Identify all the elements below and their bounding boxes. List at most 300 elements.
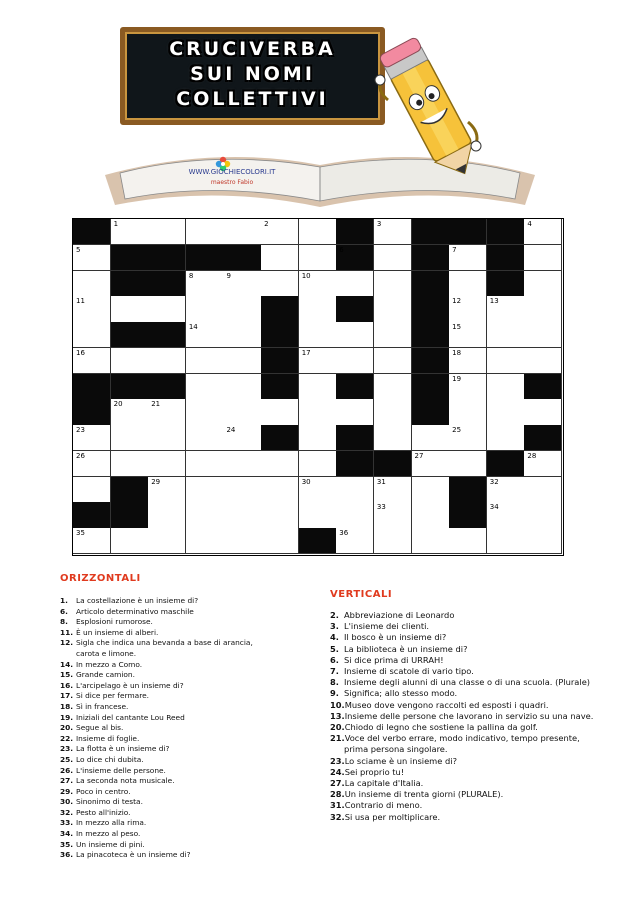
clue-item <box>60 628 320 639</box>
grid-cell[interactable] <box>299 374 337 400</box>
clue-number: 20. <box>330 722 345 733</box>
clue-text: Esplosioni rumorose. <box>76 617 153 627</box>
grid-cell[interactable] <box>73 425 111 451</box>
grid-cell[interactable] <box>261 271 299 297</box>
clue-text: In mezzo alla rima. <box>76 818 147 828</box>
grid-cell[interactable] <box>487 502 525 528</box>
clue-item <box>330 800 630 811</box>
black-cell <box>336 245 374 271</box>
grid-cell[interactable] <box>186 451 224 477</box>
clue-text: carota e limone. <box>76 648 137 658</box>
grid-cell[interactable] <box>111 528 149 554</box>
grid-cell[interactable] <box>487 348 525 374</box>
grid-cell[interactable] <box>412 425 450 451</box>
grid-cell[interactable] <box>487 528 525 554</box>
grid-cell[interactable] <box>73 245 111 271</box>
clue-number: 33. <box>60 818 74 828</box>
clue-item <box>60 691 320 702</box>
clue-number: 8. <box>60 617 68 627</box>
cell-number: 5 <box>76 245 81 254</box>
black-cell <box>261 348 299 374</box>
grid-cell[interactable] <box>73 477 111 503</box>
grid-cell[interactable] <box>374 245 412 271</box>
grid-cell[interactable] <box>374 502 412 528</box>
grid-cell[interactable] <box>336 502 374 528</box>
grid-cell[interactable] <box>374 271 412 297</box>
cell-number: 4 <box>527 220 532 228</box>
grid-cell[interactable] <box>412 451 450 477</box>
black-cell <box>336 425 374 451</box>
clue-text: La flotta è un insieme di? <box>76 744 170 754</box>
grid-cell[interactable] <box>299 245 337 271</box>
cell-number: 36 <box>339 529 349 538</box>
clue-text: È un insieme di alberi. <box>76 627 159 637</box>
grid-cell[interactable] <box>374 399 412 425</box>
grid-cell[interactable] <box>487 374 525 400</box>
black-cell <box>336 296 374 322</box>
cell-number: 21 <box>151 400 161 409</box>
clue-text: Sinonimo di testa. <box>76 797 143 807</box>
clue-number: 27. <box>330 778 345 789</box>
clue-number: 12. <box>60 638 74 648</box>
cell-number: 24 <box>226 426 236 435</box>
grid-cell[interactable] <box>223 322 261 348</box>
grid-cell[interactable] <box>73 348 111 374</box>
cell-number: 32 <box>489 477 499 486</box>
clue-item <box>330 621 630 632</box>
black-cell <box>148 374 186 400</box>
clue-number: 21. <box>330 733 345 744</box>
grid-cell[interactable] <box>148 219 186 245</box>
clue-text: Il bosco è un insieme di? <box>344 632 447 643</box>
clue-item <box>330 711 630 722</box>
grid-cell[interactable] <box>261 477 299 503</box>
grid-cell[interactable] <box>449 451 487 477</box>
grid-cell[interactable] <box>487 425 525 451</box>
black-cell <box>299 528 337 554</box>
grid-cell[interactable] <box>186 502 224 528</box>
grid-cell[interactable] <box>148 425 186 451</box>
clue-item <box>330 778 630 789</box>
grid-cell[interactable] <box>223 271 261 297</box>
black-cell <box>261 322 299 348</box>
clue-text: prima persona singolare. <box>344 744 448 755</box>
grid-cell[interactable] <box>524 528 562 554</box>
grid-cell[interactable] <box>186 296 224 322</box>
cell-number: 14 <box>188 323 198 332</box>
grid-cell[interactable] <box>336 477 374 503</box>
clue-item <box>330 767 630 778</box>
grid-cell[interactable] <box>336 528 374 554</box>
clue-text: Si dice prima di URRAH! <box>344 654 444 665</box>
grid-cell[interactable] <box>186 348 224 374</box>
clue-number: 4. <box>330 632 339 643</box>
orizzontali-clue-list <box>60 596 320 861</box>
clue-number: 7. <box>330 666 339 677</box>
clue-item <box>330 610 630 621</box>
grid-cell[interactable] <box>261 219 299 245</box>
clue-text: Contrario di meno. <box>344 800 423 811</box>
black-cell <box>336 219 374 245</box>
clue-item <box>60 797 320 808</box>
title-line-1: CRUCIVERBA <box>169 38 336 60</box>
grid-cell[interactable] <box>186 477 224 503</box>
clue-number: 23. <box>60 744 74 754</box>
grid-cell[interactable] <box>487 322 525 348</box>
clue-item <box>60 670 320 681</box>
grid-cell[interactable] <box>223 219 261 245</box>
clue-number: 20. <box>60 723 74 733</box>
cell-number: 31 <box>376 477 386 486</box>
grid-cell[interactable] <box>524 348 562 374</box>
grid-cell[interactable] <box>374 348 412 374</box>
clue-text: Lo sciame è un insieme di? <box>344 755 457 766</box>
clue-item <box>60 787 320 798</box>
grid-cell[interactable] <box>299 399 337 425</box>
clue-item <box>60 755 320 766</box>
grid-cell[interactable] <box>186 219 224 245</box>
grid-cell[interactable] <box>299 219 337 245</box>
title-line-2: SUI NOMI <box>190 63 315 85</box>
cell-number: 11 <box>76 297 85 306</box>
black-cell <box>111 374 149 400</box>
grid-cell[interactable] <box>524 271 562 297</box>
grid-cell[interactable] <box>524 399 562 425</box>
grid-cell[interactable] <box>374 296 412 322</box>
grid-cell[interactable] <box>186 271 224 297</box>
clue-item <box>60 702 320 713</box>
clue-number: 13. <box>330 710 345 721</box>
grid-cell[interactable] <box>336 348 374 374</box>
grid-cell[interactable] <box>186 374 224 400</box>
grid-cell[interactable] <box>73 296 111 322</box>
clue-number: 34. <box>60 829 74 839</box>
grid-cell[interactable] <box>186 528 224 554</box>
grid-cell[interactable] <box>148 451 186 477</box>
black-cell <box>111 322 149 348</box>
grid-cell[interactable] <box>336 322 374 348</box>
grid-cell[interactable] <box>299 271 337 297</box>
grid-cell[interactable] <box>487 477 525 503</box>
clue-text: Lo dice chi dubita. <box>76 754 144 764</box>
clue-number: 6. <box>330 654 339 665</box>
cell-number: 28 <box>527 451 537 460</box>
black-cell <box>449 502 487 528</box>
cell-number: 30 <box>301 477 311 486</box>
black-cell <box>412 348 450 374</box>
grid-cell[interactable] <box>524 502 562 528</box>
clue-text: Si usa per moltiplicare. <box>344 811 441 822</box>
black-cell <box>487 219 525 245</box>
grid-cell[interactable] <box>449 296 487 322</box>
cell-number: 33 <box>376 503 386 512</box>
clue-item <box>330 812 630 823</box>
black-cell <box>261 296 299 322</box>
cell-number: 26 <box>76 451 85 460</box>
grid-cell[interactable] <box>449 528 487 554</box>
clue-number: 28. <box>330 789 345 800</box>
grid-cell[interactable] <box>299 348 337 374</box>
clue-number: 24. <box>330 766 345 777</box>
grid-cell[interactable] <box>223 374 261 400</box>
clue-text: Un insieme di trenta giorni (PLURALE). <box>344 789 504 800</box>
grid-cell[interactable] <box>223 502 261 528</box>
clue-number: 10. <box>330 699 345 710</box>
clue-text: Si dice per fermare. <box>76 691 149 701</box>
clue-text: L'arcipelago è un insieme di? <box>76 680 184 690</box>
clue-number: 36. <box>60 850 74 860</box>
clue-item <box>60 829 320 840</box>
orizzontali-title: ORIZZONTALI <box>60 573 141 584</box>
grid-cell[interactable] <box>111 296 149 322</box>
grid-cell[interactable] <box>73 271 111 297</box>
cell-number: 13 <box>489 297 499 306</box>
cell-number: 12 <box>452 297 462 306</box>
clue-text: Pesto all'inizio. <box>76 807 131 817</box>
grid-cell[interactable] <box>336 271 374 297</box>
black-cell <box>111 245 149 271</box>
clue-text: Articolo determinativo maschile <box>76 606 194 616</box>
grid-cell[interactable] <box>449 245 487 271</box>
cell-number: 23 <box>76 426 85 435</box>
grid-cell[interactable] <box>487 399 525 425</box>
cell-number: 35 <box>76 529 85 538</box>
grid-cell[interactable] <box>412 502 450 528</box>
grid-cell[interactable] <box>299 502 337 528</box>
cell-number: 25 <box>452 426 462 435</box>
black-cell <box>449 477 487 503</box>
crossword-grid <box>72 218 564 556</box>
grid-cell[interactable] <box>223 528 261 554</box>
grid-cell[interactable] <box>148 528 186 554</box>
clue-item <box>330 655 630 666</box>
title-line-3: COLLETTIVI <box>176 88 329 110</box>
clue-item <box>60 808 320 819</box>
grid-cell[interactable] <box>299 425 337 451</box>
black-cell <box>148 322 186 348</box>
grid-cell[interactable] <box>524 296 562 322</box>
clue-text: Grande camion. <box>76 670 135 680</box>
clue-item <box>330 789 630 800</box>
grid-cell[interactable] <box>223 477 261 503</box>
grid-cell[interactable] <box>148 399 186 425</box>
clue-item <box>60 649 320 660</box>
cell-number: 18 <box>452 348 462 357</box>
grid-cell[interactable] <box>261 245 299 271</box>
clue-number: 17. <box>60 691 74 701</box>
black-cell <box>524 374 562 400</box>
clue-number: 16. <box>60 680 74 690</box>
clue-number: 14. <box>60 659 74 669</box>
black-cell <box>487 451 525 477</box>
clue-text: Museo dove vengono raccolti ed esposti i quadri. <box>344 699 549 710</box>
grid-cell[interactable] <box>524 322 562 348</box>
grid-cell[interactable] <box>412 477 450 503</box>
clue-text: In mezzo a Como. <box>76 659 143 669</box>
grid-cell[interactable] <box>148 296 186 322</box>
grid-cell[interactable] <box>412 528 450 554</box>
grid-cell[interactable] <box>524 477 562 503</box>
black-cell <box>186 245 224 271</box>
grid-cell[interactable] <box>449 425 487 451</box>
clue-item <box>330 677 630 688</box>
clue-number: 18. <box>60 701 74 711</box>
grid-cell[interactable] <box>223 451 261 477</box>
grid-cell[interactable] <box>299 477 337 503</box>
black-cell <box>412 374 450 400</box>
black-cell <box>111 477 149 503</box>
grid-cell[interactable] <box>111 399 149 425</box>
black-cell <box>261 374 299 400</box>
clue-text: Insieme delle persone che lavorano in servizio su una nave. <box>344 710 594 721</box>
clue-text: L'insieme dei clienti. <box>344 621 430 632</box>
black-cell <box>487 271 525 297</box>
grid-cell[interactable] <box>374 425 412 451</box>
clue-number: 6. <box>60 606 68 616</box>
grid-cell[interactable] <box>186 322 224 348</box>
cell-number: 2 <box>264 220 269 228</box>
grid-cell[interactable] <box>111 219 149 245</box>
grid-cell[interactable] <box>73 451 111 477</box>
grid-cell[interactable] <box>374 528 412 554</box>
grid-cell[interactable] <box>261 528 299 554</box>
clue-item <box>60 850 320 861</box>
grid-cell[interactable] <box>524 219 562 245</box>
clue-text: L'insieme delle persone. <box>76 765 166 775</box>
cell-number: 3 <box>376 220 382 228</box>
grid-cell[interactable] <box>223 296 261 322</box>
black-cell <box>148 245 186 271</box>
clue-text: Abbreviazione di Leonardo <box>344 610 455 620</box>
clue-item <box>60 596 320 607</box>
clue-text: Sì in francese. <box>76 701 129 711</box>
grid-cell[interactable] <box>186 425 224 451</box>
clue-number: 30. <box>60 797 74 807</box>
clue-text: La capitale d'Italia. <box>344 778 424 789</box>
grid-cell[interactable] <box>261 502 299 528</box>
clue-number: 22. <box>60 733 74 743</box>
clue-item <box>330 666 630 677</box>
grid-cell[interactable] <box>186 399 224 425</box>
grid-cell[interactable] <box>449 322 487 348</box>
clue-text: Sei proprio tu! <box>344 766 405 777</box>
clue-number: 32. <box>60 807 74 817</box>
black-cell <box>487 245 525 271</box>
clue-item <box>330 688 630 699</box>
black-cell <box>73 502 111 528</box>
grid-cell[interactable] <box>449 348 487 374</box>
clue-number: 1. <box>60 596 68 605</box>
clue-item <box>330 632 630 643</box>
cell-number: 9 <box>226 271 231 280</box>
clue-item <box>60 660 320 671</box>
black-cell <box>412 296 450 322</box>
grid-cell[interactable] <box>223 399 261 425</box>
grid-cell[interactable] <box>374 374 412 400</box>
black-cell <box>449 219 487 245</box>
grid-cell[interactable] <box>299 451 337 477</box>
grid-cell[interactable] <box>449 374 487 400</box>
grid-cell[interactable] <box>524 451 562 477</box>
black-cell <box>261 425 299 451</box>
clue-item <box>60 723 320 734</box>
clue-text: Chiodo di legno che sostiene la pallina da golf. <box>344 722 538 733</box>
clue-text: Un insieme di pini. <box>76 839 145 849</box>
cell-number: 16 <box>76 348 85 357</box>
clue-text: Sigla che indica una bevanda a base di arancia, <box>76 638 253 648</box>
clue-text: La seconda nota musicale. <box>76 776 175 786</box>
grid-cell[interactable] <box>223 425 261 451</box>
black-cell <box>336 451 374 477</box>
clue-item <box>60 766 320 777</box>
black-cell <box>111 502 149 528</box>
clue-number: 35. <box>60 839 74 849</box>
grid-cell[interactable] <box>223 348 261 374</box>
grid-cell[interactable] <box>374 219 412 245</box>
grid-cell[interactable] <box>299 296 337 322</box>
grid-cell[interactable] <box>487 296 525 322</box>
clue-number: 19. <box>60 712 74 722</box>
grid-cell[interactable] <box>374 477 412 503</box>
grid-cell[interactable] <box>148 477 186 503</box>
clue-item <box>60 744 320 755</box>
black-cell <box>111 271 149 297</box>
cell-number: 1 <box>113 220 119 228</box>
grid-cell[interactable] <box>524 245 562 271</box>
grid-cell[interactable] <box>261 451 299 477</box>
author-watermark: maestro Fabio <box>210 179 254 186</box>
grid-cell[interactable] <box>73 322 111 348</box>
black-cell <box>73 219 111 245</box>
grid-cell[interactable] <box>299 322 337 348</box>
cell-number: 29 <box>151 477 161 486</box>
grid-cell[interactable] <box>374 322 412 348</box>
grid-cell[interactable] <box>111 451 149 477</box>
black-cell <box>524 425 562 451</box>
grid-cell[interactable] <box>148 348 186 374</box>
clue-number: 32. <box>330 811 345 822</box>
clue-number: 25. <box>60 754 74 764</box>
clue-item <box>330 722 630 733</box>
grid-cell[interactable] <box>148 502 186 528</box>
clue-item <box>330 744 630 755</box>
grid-cell[interactable] <box>111 425 149 451</box>
grid-cell[interactable] <box>111 348 149 374</box>
grid-cell[interactable] <box>449 271 487 297</box>
clue-item <box>330 733 630 744</box>
clue-number: 2. <box>330 610 339 620</box>
clue-item <box>330 700 630 711</box>
cell-number: 6 <box>339 245 344 254</box>
grid-cell[interactable] <box>261 399 299 425</box>
clue-item <box>60 840 320 851</box>
clue-text: Insieme di foglie. <box>76 733 140 743</box>
clue-item <box>330 644 630 655</box>
clue-text: La costellazione è un insieme di? <box>76 596 199 605</box>
clue-number <box>60 649 76 660</box>
title-chalkboard <box>120 27 385 125</box>
clue-item <box>330 756 630 767</box>
clue-number: 9. <box>330 688 339 699</box>
grid-cell[interactable] <box>73 528 111 554</box>
clue-text: Voce del verbo errare, modo indicativo, tempo presente, <box>344 733 580 744</box>
grid-cell[interactable] <box>449 399 487 425</box>
grid-cell[interactable] <box>336 399 374 425</box>
black-cell <box>412 399 450 425</box>
cell-number: 17 <box>301 348 311 357</box>
clue-number: 5. <box>330 643 339 654</box>
cell-number: 20 <box>113 400 123 409</box>
